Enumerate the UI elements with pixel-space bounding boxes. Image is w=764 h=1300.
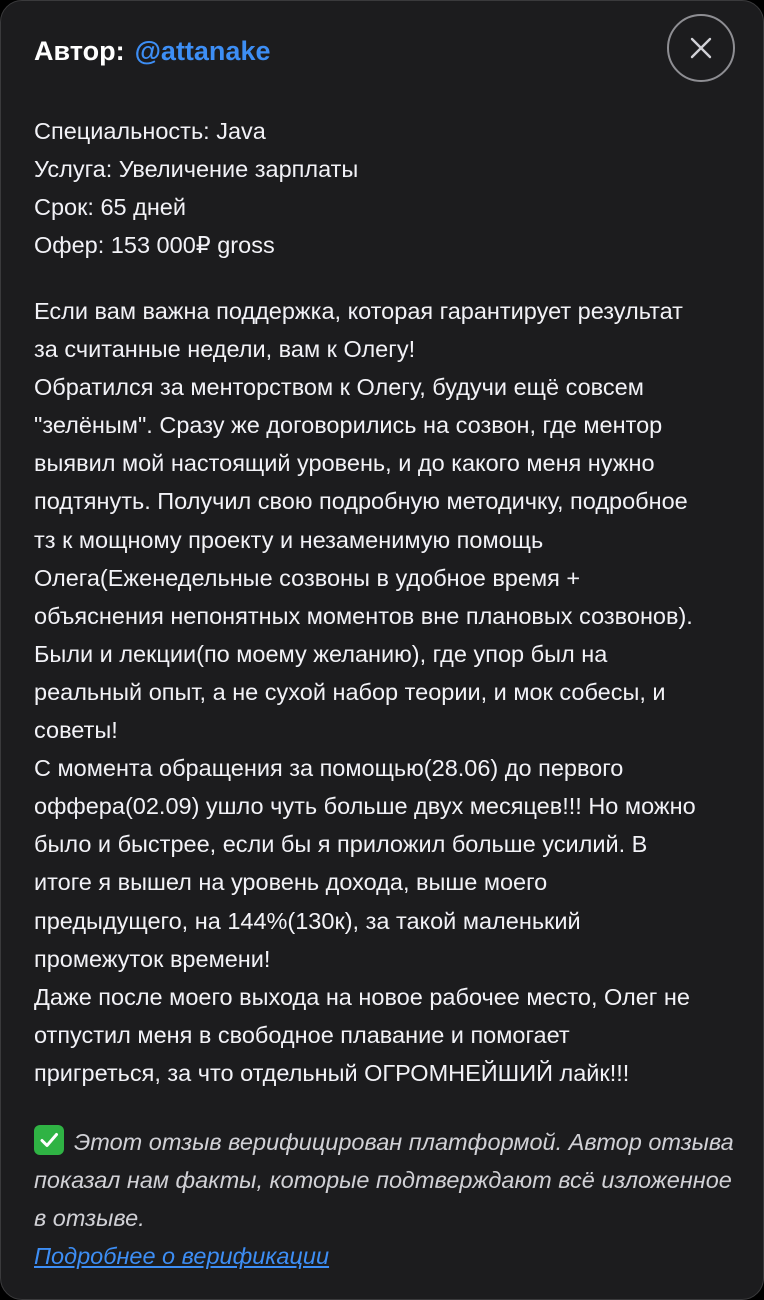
close-button[interactable] xyxy=(667,14,735,82)
review-line: С момента обращения за помощью(28.06) до первого xyxy=(34,755,624,782)
review-line: объяснения непонятных моментов вне плановых созвонов). xyxy=(34,602,693,629)
review-line: за считанные недели, вам к Олегу! xyxy=(34,336,416,363)
review-text xyxy=(34,292,739,1092)
review-line: Олега(Еженедельные созвоны в удобное время + xyxy=(34,564,581,591)
review-line: "зелёным". Сразу же договорились на созвон, где ментор xyxy=(34,412,663,439)
review-line: подтянуть. Получил свою подробную методичку, подробное xyxy=(34,488,688,515)
meta-duration: Срок: 65 дней xyxy=(34,194,187,221)
review-line: Даже после моего выхода на новое рабочее место, Олег не xyxy=(34,983,690,1010)
review-line: промежуток времени! xyxy=(34,945,271,972)
review-line: предыдущего, на 144%(130к), за такой маленький xyxy=(34,907,581,934)
verification-line: показал нам факты, которые подтверждают всё изложенное xyxy=(34,1167,732,1194)
review-line: Если вам важна поддержка, которая гарантирует результат xyxy=(34,298,683,324)
review-line: советы! xyxy=(34,717,118,744)
author-label: Автор: xyxy=(34,36,125,66)
verification-note xyxy=(34,1123,744,1237)
review-line: отпустил меня в свободное плавание и помогает xyxy=(34,1021,570,1048)
review-line: реальный опыт, а не сухой набор теории, и мок собесы, и xyxy=(34,678,666,705)
review-line: выявил мой настоящий уровень, и до какого меня нужно xyxy=(34,450,655,477)
author-handle-link[interactable]: @attanake xyxy=(134,36,271,66)
verification-line: Этот отзыв верифицирован платформой. Автор отзыва xyxy=(74,1129,734,1155)
review-line: пригреться, за что отдельный ОГРОМНЕЙШИЙ лайк!!! xyxy=(34,1059,630,1086)
verification-details-link[interactable]: Подробнее о верификации xyxy=(34,1243,330,1269)
close-icon xyxy=(690,37,712,59)
review-line: итоге я вышел на уровень дохода, выше моего xyxy=(34,869,548,896)
meta-offer: Офер: 153 000₽ gross xyxy=(34,232,275,259)
review-line: тз к мощному проекту и незаменимую помощь xyxy=(34,526,544,553)
review-line: было и быстрее, если бы я приложил больше усилий. В xyxy=(34,831,648,858)
meta-service: Услуга: Увеличение зарплаты xyxy=(34,156,359,183)
review-line: Обратился за менторством к Олегу, будучи ещё совсем xyxy=(34,374,644,401)
verification-line: в отзыве. xyxy=(34,1205,145,1232)
review-meta xyxy=(34,112,739,264)
review-line: Были и лекции(по моему желанию), где упор был на xyxy=(34,640,608,667)
check-mark-icon xyxy=(34,1125,64,1155)
review-line: оффера(02.09) ушло чуть больше двух месяцев!!! Но можно xyxy=(34,793,696,820)
meta-specialty: Специальность: Java xyxy=(34,118,266,144)
author-header xyxy=(34,29,270,73)
